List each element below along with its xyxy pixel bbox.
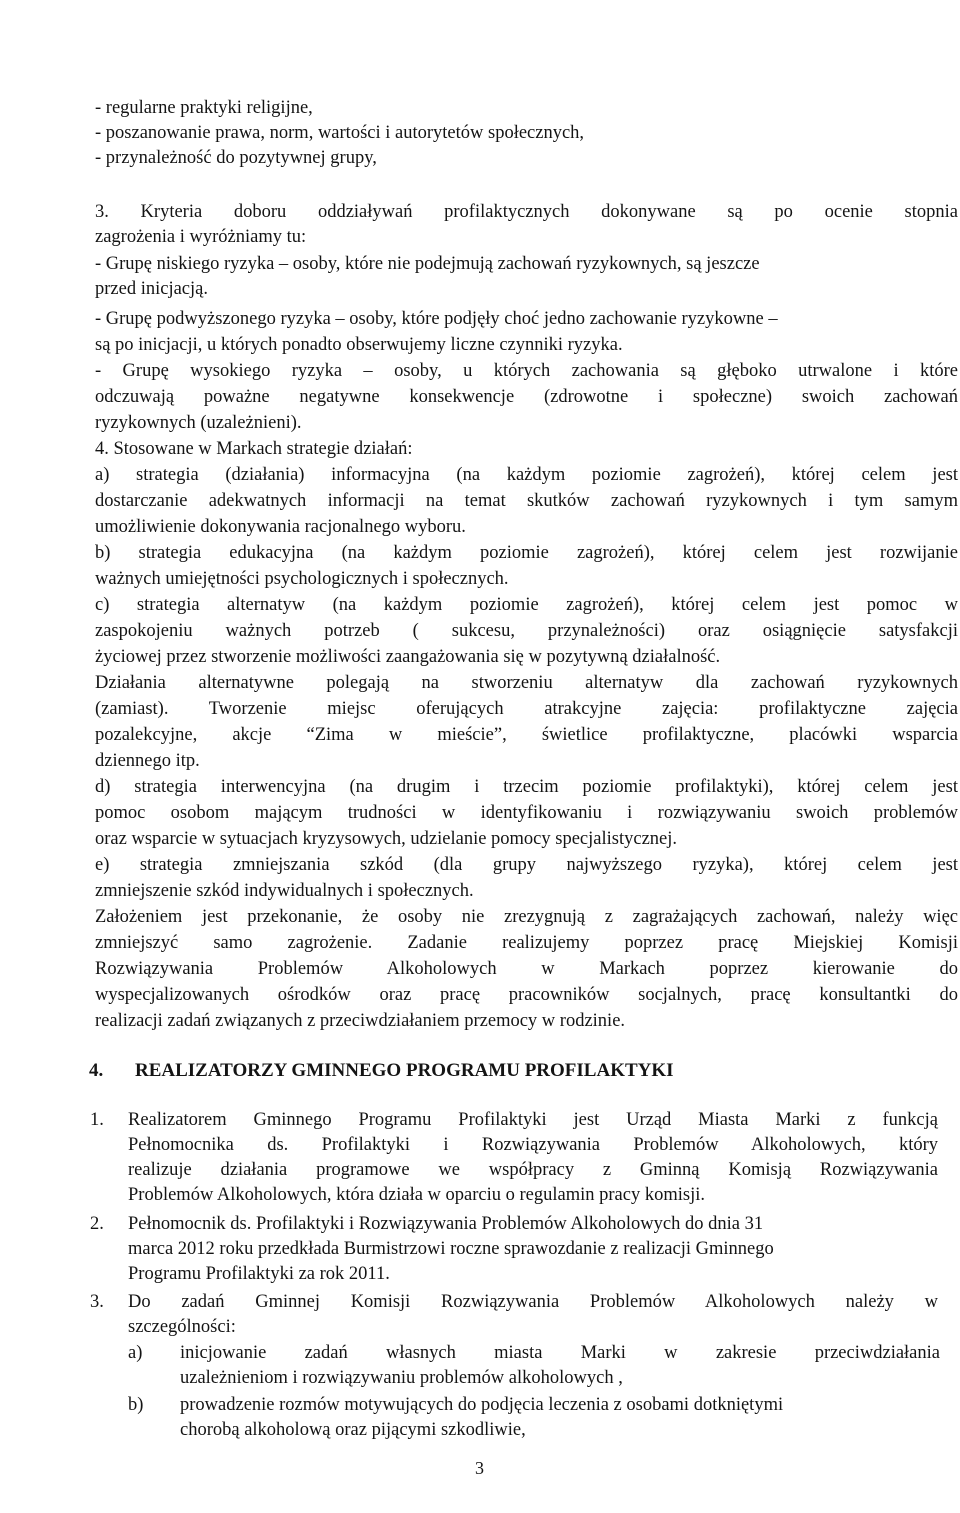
group-elevated-risk: - Grupę podwyższonego ryzyka – osoby, które podjęły choć jedno zachowanie ryzykowne – są po inicjacji, u których ponadto obserwujemy liczne czynniki ryzyka. [95,309,778,355]
strategy-a: a) strategia (działania) informacyjna (na każdym poziomie zagrożeń), której celem jest dostarczanie adekwatnych informacji na temat skutków zachowań ryzykownych i tym samym umożliwienie dokonywania racjonalnego wyboru. [95,465,958,537]
closing-paragraph: Założeniem jest przekonanie, że osoby nie zrezygnują z zagrażających zachowań, należy więc zmniejszyć samo zagrożenie. Zadanie realizujemy poprzez pracę Miejskiej Komisji Rozwiązywania Problemów Alkoholowych w Markach poprzez kierowanie do wyspecjalizowanych ośrodków oraz pracę pracowników socjalnych, pracę konsultantki do realizacji zadań związanych z przeciwdziałaniem przemocy w rodzinie. [95,907,958,1031]
bullet-item: - regularne praktyki religijne, [95,98,313,118]
point-3-intro: 3. Kryteria doboru oddziaływań profilaktycznych dokonywane są po ocenie stopnia zagrożenia i wyróżniamy tu: [95,202,958,247]
item-number: 3. [90,1292,104,1312]
strategy-b: b) strategia edukacyjna (na każdym poziomie zagrożeń), której celem jest rozwijanie ważnych umiejętności psychologicznych i społecznych. [95,543,958,589]
section-title: REALIZATORZY GMINNEGO PROGRAMU PROFILAKTYKI [135,1060,674,1081]
section-number: 4. [89,1060,104,1081]
item-number: 1. [90,1110,104,1130]
strategy-c: c) strategia alternatyw (na każdym poziomie zagrożeń), której celem jest pomoc w zaspokojeniu ważnych potrzeb ( sukcesu, przynależności) oraz osiągnięcie satysfakcji życiowej przez stworzenie możliwości zaangażowania się w pozytywną działalność. Działania alternatywne polegają na stworzeniu alternatyw dla zachowań ryzykownych (zamiast). Tworzenie miejsc oferujących atrakcyjne zajęcia: profilaktyczne zajęcia pozalekcyjne, akcje “Zima w mieście”, świetlice profilaktyczne, placówki wsparcia dziennego itp. [95,595,958,771]
sub-item-letter: b) [128,1395,144,1415]
document-page: - regularne praktyki religijne, - poszanowanie prawa, norm, wartości i autorytetów społecznych, - przynależność do pozytywnej grupy, 3. Kryteria doboru oddziaływań profilaktycznych dokonywane są po ocenie stopnia zagrożenia i wyróżniamy tu: - Grupę niskiego ryzyka – osoby, które nie podejmują zachowań ryzykownych, są jeszcze przed inicjacją. - Grupę podwyższonego ryzyka – osoby, które podjęły choć jedno zachowanie ryzykowne – są po inicjacji, u których ponadto obserwujemy liczne czynniki ryzyka. - Grupę wysokiego ryzyka – osoby, u których zachowania są głęboko utrwalone i które odczuwają poważne negatywne konsekwencje (zdrowotne i społeczne) swoich zachowań ryzykownych (uzależnieni). 4. Stosowane w Markach strategie działań: a) strategia (działania) informacyjna (na każdym poziomie zagrożeń), której celem jest dostarczanie adekwatnych informacji na temat skutków zachowań ryzykownych i tym samym umożliwienie dokonywania racjonalnego wyboru. b) strategia edukacyjna (na każdym poziomie zagrożeń), której celem jest rozwijanie ważnych umiejętności psychologicznych i społecznych. c) strategia alternatyw (na każdym poziomie zagrożeń), której celem jest pomoc w zaspokojeniu ważnych potrzeb ( sukcesu, przynależności) oraz osiągnięcie satysfakcji życiowej przez stworzenie możliwości zaangażowania się w pozytywną działalność. Działania alternatywne polegają na stworzeniu alternatyw dla zachowań ryzykownych (zamiast). Tworzenie miejsc oferujących atrakcyjne zajęcia: profilaktyczne zajęcia pozalekcyjne, akcje “Zima w mieście”, świetlice profilaktyczne, placówki wsparcia dziennego itp. d) strategia interwencyjna (na drugim i trzecim poziomie profilaktyki), której celem jest pomoc osobom mającym trudności w identyfikowaniu i rozwiązywaniu swoich problemów oraz wsparcie w sytuacjach kryzysowych, udzielanie pomocy specjalistycznej. e) strategia zmniejszania szkód (dla grupy najwyższego ryzyka), której celem jest zmniejszenie szkód indywidualnych i społecznych. Założeniem jest przekonanie, że osoby nie zrezygnują z zagrażających zachowań, należy więc zmniejszyć samo zagrożenie. Zadanie realizujemy poprzez pracę Miejskiej Komisji Rozwiązywania Problemów Alkoholowych w Markach poprzez kierowanie do wyspecjalizowanych ośrodków oraz pracę pracowników socjalnych, pracę konsultantki do realizacji zadań związanych z przeciwdziałaniem przemocy w rodzinie. 4. REALIZATORZY GMINNEGO PROGRAMU PROFILAKTYKI 1. Realizatorem Gminnego Programu Profilaktyki jest Urząd Miasta Marki z funkcją Pełnomocnika ds. Profilaktyki i Rozwiązywania Problemów Alkoholowych, który realizuje działania programowe we współpracy z Gminną Komisją Rozwiązywania Problemów Alkoholowych, która działa w oparciu o regulamin pracy komisji. 2. Pełnomocnik ds. Profilaktyki i Rozwiązywania Problemów Alkoholowych do dnia 31 marca 2012 roku przedkłada Burmistrzowi roczne sprawozdanie z realizacji Gminnego Programu Profilaktyki za rok 2011. 3. Do zadań Gminnej Komisji Rozwiązywania Problemów Alkoholowych należy w szczególności: a) inicjowanie zadań własnych miasta Marki w zakresie przeciwdziałania uzależnieniom i rozwiązywaniu problemów alkoholowych , b) prowadzenie rozmów motywujących do podjęcia leczenia z osobami dotkniętymi chorobą alkoholową oraz pijącymi szkodliwie, 3 [89,98,958,1478]
strategy-e: e) strategia zmniejszania szkód (dla grupy najwyższego ryzyka), której celem jest zmniejszenie szkód indywidualnych i społecznych. [95,855,958,901]
strategy-d: d) strategia interwencyjna (na drugim i trzecim poziomie profilaktyki), której celem jest pomoc osobom mającym trudności w identyfikowaniu i rozwiązywaniu swoich problemów oraz wsparcie w sytuacjach kryzysowych, udzielanie pomocy specjalistycznej. [95,777,958,849]
bullet-item: - przynależność do pozytywnej grupy, [95,148,377,168]
group-low-risk: - Grupę niskiego ryzyka – osoby, które nie podejmują zachowań ryzykownych, są jeszcze przed inicjacją. [95,254,760,299]
bullet-item: - poszanowanie prawa, norm, wartości i autorytetów społecznych, [95,123,585,143]
page-number: 3 [475,1458,484,1478]
group-high-risk: - Grupę wysokiego ryzyka – osoby, u których zachowania są głęboko utrwalone i które odczuwają poważne negatywne konsekwencje (zdrowotne i społeczne) swoich zachowań ryzykownych (uzależnieni). [95,361,958,433]
bullet-list-top [95,96,958,171]
point-4-intro: 4. Stosowane w Markach strategie działań: [95,439,413,459]
item-number: 2. [90,1214,104,1234]
section-heading [89,1060,674,1082]
sub-item-letter: a) [128,1343,143,1363]
